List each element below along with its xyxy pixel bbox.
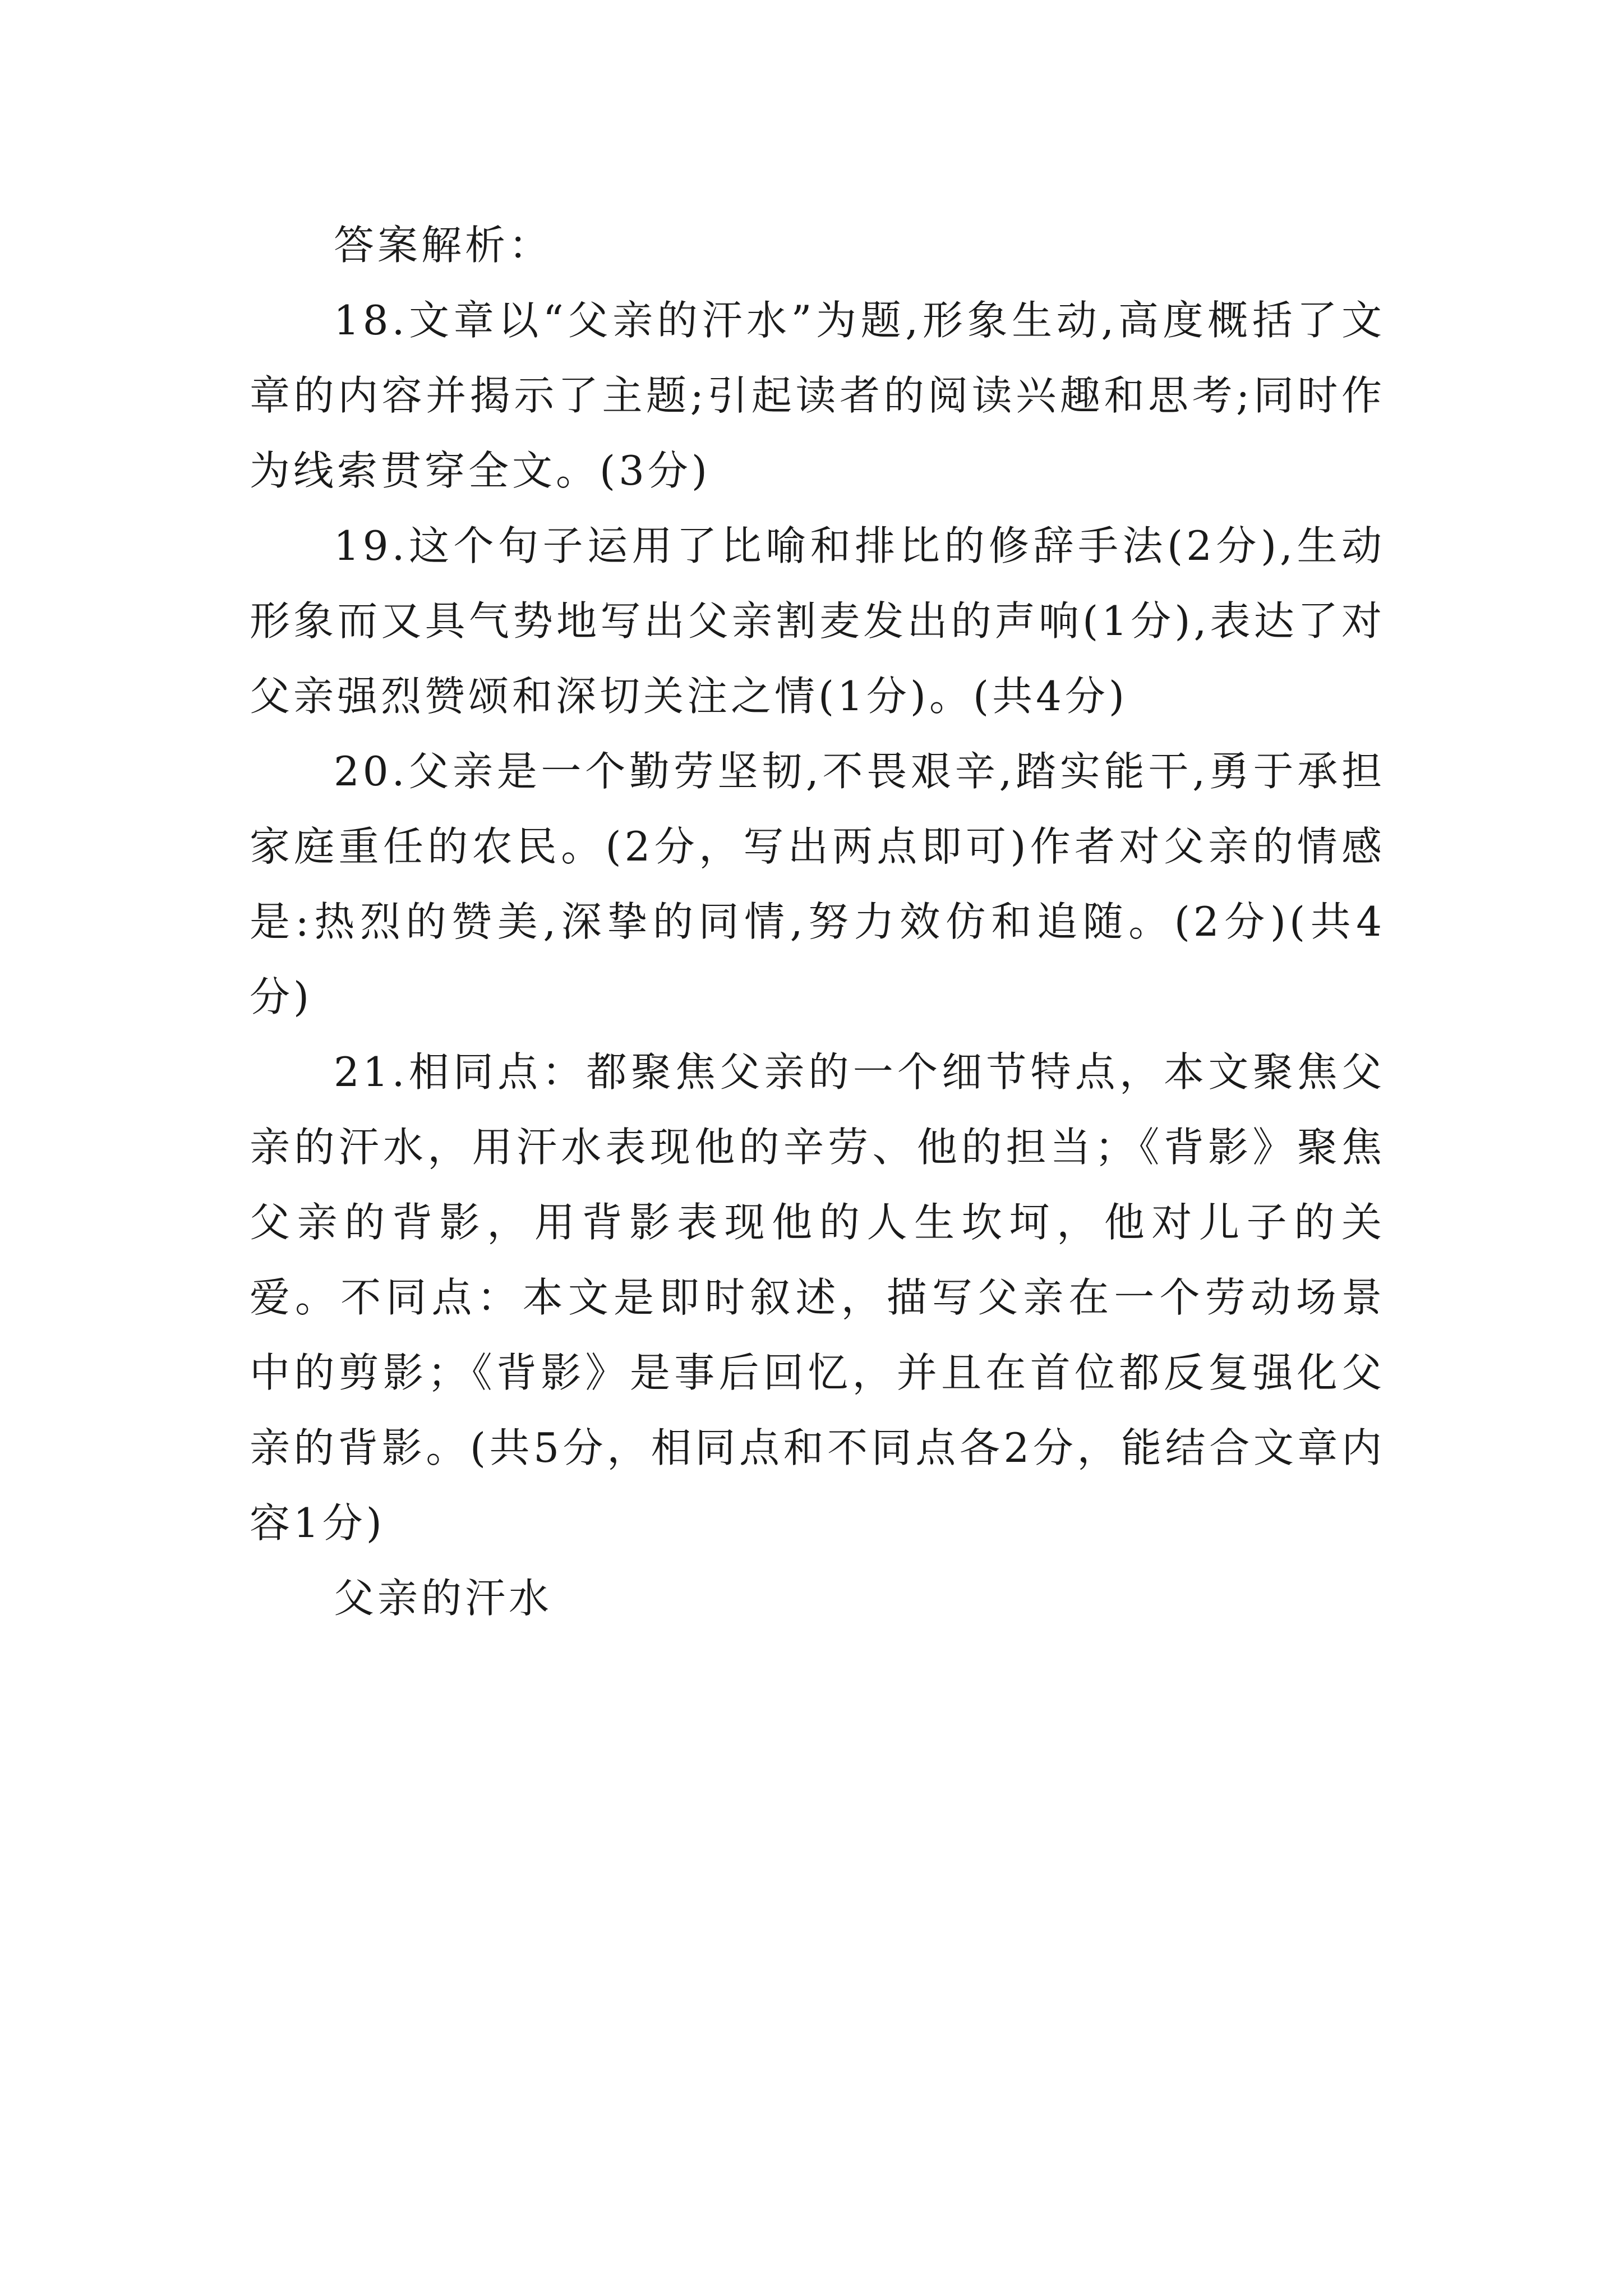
answer-19: 19.这个句子运用了比喻和排比的修辞手法(2分),生动形象而又具气势地写出父亲割麦发出的声响(1分),表达了对父亲强烈赞颂和深切关注之情(1分)。(共4分) xyxy=(250,522,1385,720)
answer-20: 20.父亲是一个勤劳坚韧,不畏艰辛,踏实能干,勇于承担家庭重任的农民。(2分，写出两点即可)作者对父亲的情感是:热烈的赞美,深挚的同情,努力效仿和追随。(2分)(共4分) xyxy=(250,748,1385,1020)
answer-document xyxy=(250,208,1385,1636)
answer-21: 21.相同点：都聚焦父亲的一个细节特点，本文聚焦父亲的汗水，用汗水表现他的辛劳、他的担当；《背影》聚焦父亲的背影，用背影表现他的人生坎坷，他对儿子的关爱。不同点：本文是即时叙述，描写父亲在一个劳动场景中的剪影；《背影》是事后回忆，并且在首位都反复强化父亲的背影。(共5分，相同点和不同点各2分，能结合文章内容1分) xyxy=(250,1048,1385,1547)
answer-heading: 答案解析： xyxy=(334,222,553,269)
article-title: 父亲的汗水 xyxy=(334,1575,553,1622)
answer-18: 18.文章以“父亲的汗水”为题,形象生动,高度概括了文章的内容并揭示了主题;引起读者的阅读兴趣和思考;同时作为线索贯穿全文。(3分) xyxy=(250,297,1385,494)
